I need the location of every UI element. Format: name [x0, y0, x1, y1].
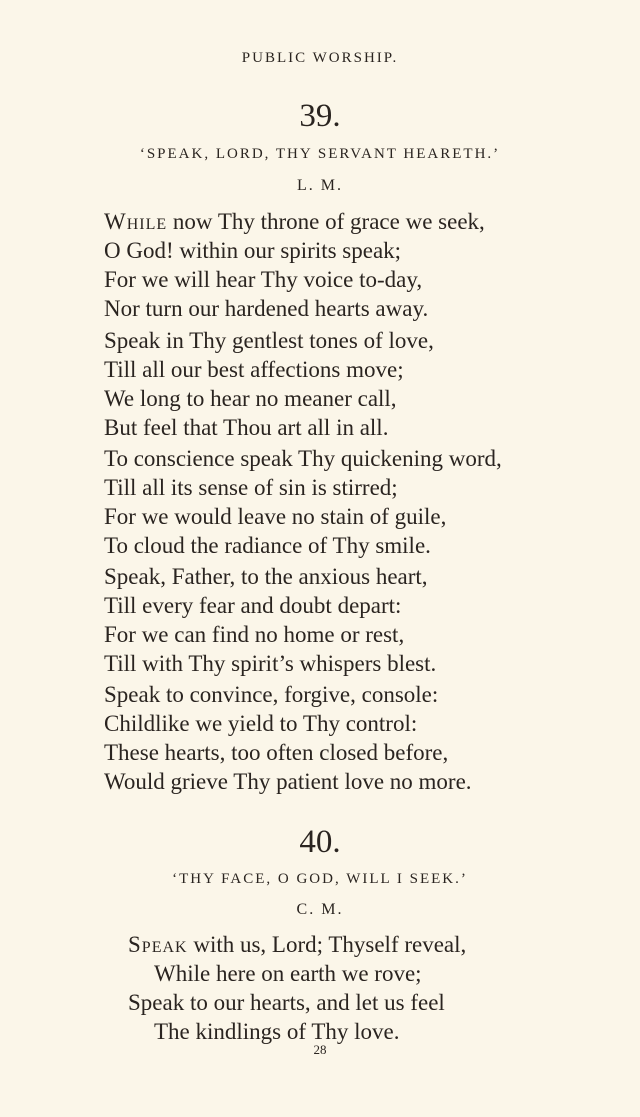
hymn-meter: L. M. — [297, 177, 343, 194]
verse-line: The kindlings of Thy love. — [154, 1019, 400, 1044]
verse-line: To cloud the radiance of Thy smile. — [104, 533, 431, 558]
verse-line: Speak to convince, forgive, console: — [104, 682, 439, 707]
verse-line: Till every fear and doubt depart: — [104, 593, 402, 618]
verse-line: O God! within our spirits speak; — [104, 238, 402, 263]
verse-line: Speak in Thy gentlest tones of love, — [104, 328, 434, 353]
hymn-number: 40. — [299, 824, 341, 860]
verse-line: But feel that Thou art all in all. — [104, 415, 389, 440]
page-number: 28 — [313, 1042, 327, 1057]
verse-line: Speak with us, Lord; Thyself reveal, — [128, 932, 467, 957]
verse-line: Speak, Father, to the anxious heart, — [104, 564, 428, 589]
verse-line: While now Thy throne of grace we seek, — [104, 209, 485, 234]
verse-line: Till with Thy spirit’s whispers blest. — [104, 651, 437, 676]
verse-line: These hearts, too often closed before, — [104, 740, 449, 765]
verse-line: Speak to our hearts, and let us feel — [128, 990, 445, 1015]
hymn-title: ‘SPEAK, LORD, THY SERVANT HEARETH.’ — [139, 146, 501, 162]
verse-line: While here on earth we rove; — [154, 961, 422, 986]
verse-line: To conscience speak Thy quickening word, — [104, 446, 502, 471]
stanza-2 — [104, 326, 434, 442]
hymn-title: ‘THY FACE, O GOD, WILL I SEEK.’ — [172, 871, 468, 887]
hymn-number: 39. — [299, 98, 341, 134]
stanza-5 — [104, 680, 472, 796]
verse-line: For we will hear Thy voice to-day, — [104, 267, 423, 292]
verse-line: For we would leave no stain of guile, — [104, 504, 447, 529]
verse-line: Childlike we yield to Thy control: — [104, 711, 418, 736]
verse-line: Till all our best affections move; — [104, 357, 404, 382]
running-head: PUBLIC WORSHIP. — [241, 50, 399, 66]
stanza-1 — [128, 930, 466, 1046]
initial-word: While — [104, 209, 168, 234]
verse-line: Nor turn our hardened hearts away. — [104, 296, 429, 321]
verse-line: Would grieve Thy patient love no more. — [104, 769, 472, 794]
verse-line: Till all its sense of sin is stirred; — [104, 475, 398, 500]
initial-word: Speak — [128, 932, 188, 957]
verse-line: We long to hear no meaner call, — [104, 386, 397, 411]
verse-line: For we can find no home or rest, — [104, 622, 405, 647]
hymn-meter: C. M. — [296, 901, 344, 918]
stanza-3 — [104, 444, 502, 560]
stanza-4 — [104, 562, 436, 678]
stanza-1 — [104, 207, 485, 323]
